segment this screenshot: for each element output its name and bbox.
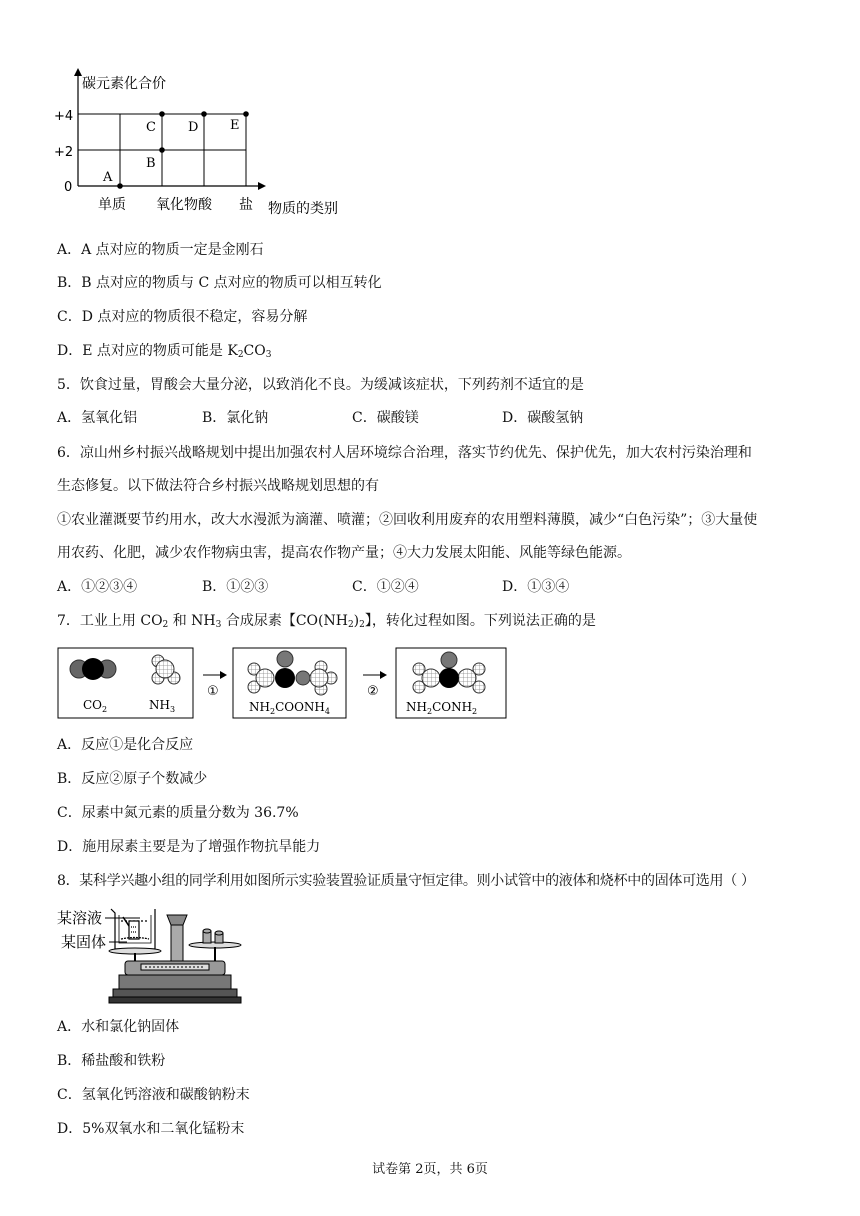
label-solid: 某固体: [61, 933, 107, 951]
q8-stem: 8．某科学兴趣小组的同学利用如图所示实验装置验证质量守恒定律。则小试管中的液体和烧杯中的固体可选用（ ）: [57, 873, 755, 889]
label-nh2conh2: $NH_2CONH_2$: [406, 700, 478, 716]
point-b: [159, 147, 165, 153]
q4-option-d: D．E 点对应的物质可能是 $K_2CO_3$: [57, 343, 272, 360]
point-label-c: C: [146, 120, 156, 135]
q5-stem: 5．饮食过量，胃酸会大量分泌，以致消化不良。为缓减该症状，下列药剂不适宜的是: [57, 377, 584, 393]
x-tick-salt: 盐: [239, 197, 253, 213]
point-label-e: E: [230, 118, 240, 133]
q7-option-a: A．反应①是化合反应: [57, 737, 194, 753]
urea-synthesis-diagram: [55, 645, 515, 723]
q5-option-d: D．碳酸氢钠: [502, 410, 584, 426]
label-solution: 某溶液: [57, 909, 103, 927]
label-nh2coonh4: $NH_2COONH_4$: [249, 700, 330, 716]
q6-stem-1: 6．凉山州乡村振兴战略规划中提出加强农村人居环境综合治理，落实节约优先、保护优先，加大农村污染治理和: [57, 445, 752, 461]
q6-option-d: D．①③④: [502, 579, 570, 595]
x-tick-oxide: 氧化物: [156, 197, 198, 213]
label-nh3: $NH_3$: [149, 698, 176, 714]
step-2-label: ②: [367, 684, 379, 699]
urea-molecule: [413, 652, 485, 693]
weights: [203, 929, 223, 943]
label-co2: $CO_2$: [83, 698, 108, 714]
q6-statements-2: 用农药、化肥，减少农作物病虫害，提高农作物产量；④大力发展太阳能、风能等绿色能源。: [57, 545, 631, 561]
q5-option-b: B．氯化钠: [202, 410, 269, 426]
x-axis-arrow: [258, 182, 266, 190]
x-axis-label: 物质的类别: [268, 201, 338, 217]
point-label-d: D: [188, 120, 199, 135]
point-label-b: B: [146, 156, 156, 171]
y-tick-2: +2: [54, 145, 74, 160]
nh2coonh4-molecule: [248, 651, 337, 695]
q6-option-a: A．①②③④: [57, 579, 138, 595]
point-c: [159, 111, 165, 117]
valence-chart: [50, 64, 370, 224]
y-axis-label: 碳元素化合价: [82, 76, 166, 92]
q6-option-b: B．①②③: [202, 579, 269, 595]
q8-option-d: D．5%双氧水和二氧化锰粉末: [57, 1121, 245, 1137]
q5-option-c: C．碳酸镁: [352, 410, 419, 426]
q6-stem-2: 生态修复。以下做法符合乡村振兴战略规划思想的有: [57, 478, 379, 494]
point-e: [243, 111, 249, 117]
q7-stem: 7．工业上用 $CO_2$ 和 $NH_3$ 合成尿素【$CO(NH_2)_2$】，转化过程如图。下列说法正确的是: [57, 613, 596, 630]
q5-option-a: A．氢氧化铝: [57, 410, 138, 426]
y-tick-4: +4: [54, 109, 74, 124]
point-d: [201, 111, 207, 117]
beaker: [111, 909, 155, 949]
nh3-molecule: [152, 655, 180, 684]
q4-option-a: A．A 点对应的物质一定是金刚石: [57, 242, 264, 258]
q4-option-c: C．D 点对应的物质很不稳定，容易分解: [57, 309, 308, 325]
point-label-a: A: [103, 170, 113, 185]
co2-molecule: [70, 658, 116, 680]
q8-option-a: A．水和氯化钠固体: [57, 1019, 180, 1035]
x-tick-acid: 酸: [198, 197, 212, 213]
q8-option-b: B．稀盐酸和铁粉: [57, 1053, 166, 1069]
y-axis-arrow: [74, 68, 82, 76]
q4-option-b: B．B 点对应的物质与 C 点对应的物质可以相互转化: [57, 275, 382, 291]
y-tick-0: 0: [64, 180, 73, 195]
q7-option-c: C．尿素中氮元素的质量分数为 36.7%: [57, 805, 299, 821]
point-a: [117, 183, 123, 189]
page-footer: 试卷第 2页，共 6页: [372, 1162, 488, 1177]
balance-apparatus: [55, 903, 245, 1005]
x-tick-element: 单质: [98, 197, 126, 213]
q7-option-b: B．反应②原子个数减少: [57, 771, 208, 787]
q6-statements-1: ①农业灌溉要节约用水，改大水漫派为滴灌、喷灌；②回收利用废弃的农用塑料薄膜，减少“白色污染”；③大量使: [57, 512, 758, 528]
step-1-label: ①: [207, 684, 219, 699]
q8-option-c: C．氢氧化钙溶液和碳酸钠粉末: [57, 1087, 250, 1103]
q7-option-d: D．施用尿素主要是为了增强作物抗旱能力: [57, 839, 321, 855]
q6-option-c: C．①②④: [352, 579, 419, 595]
